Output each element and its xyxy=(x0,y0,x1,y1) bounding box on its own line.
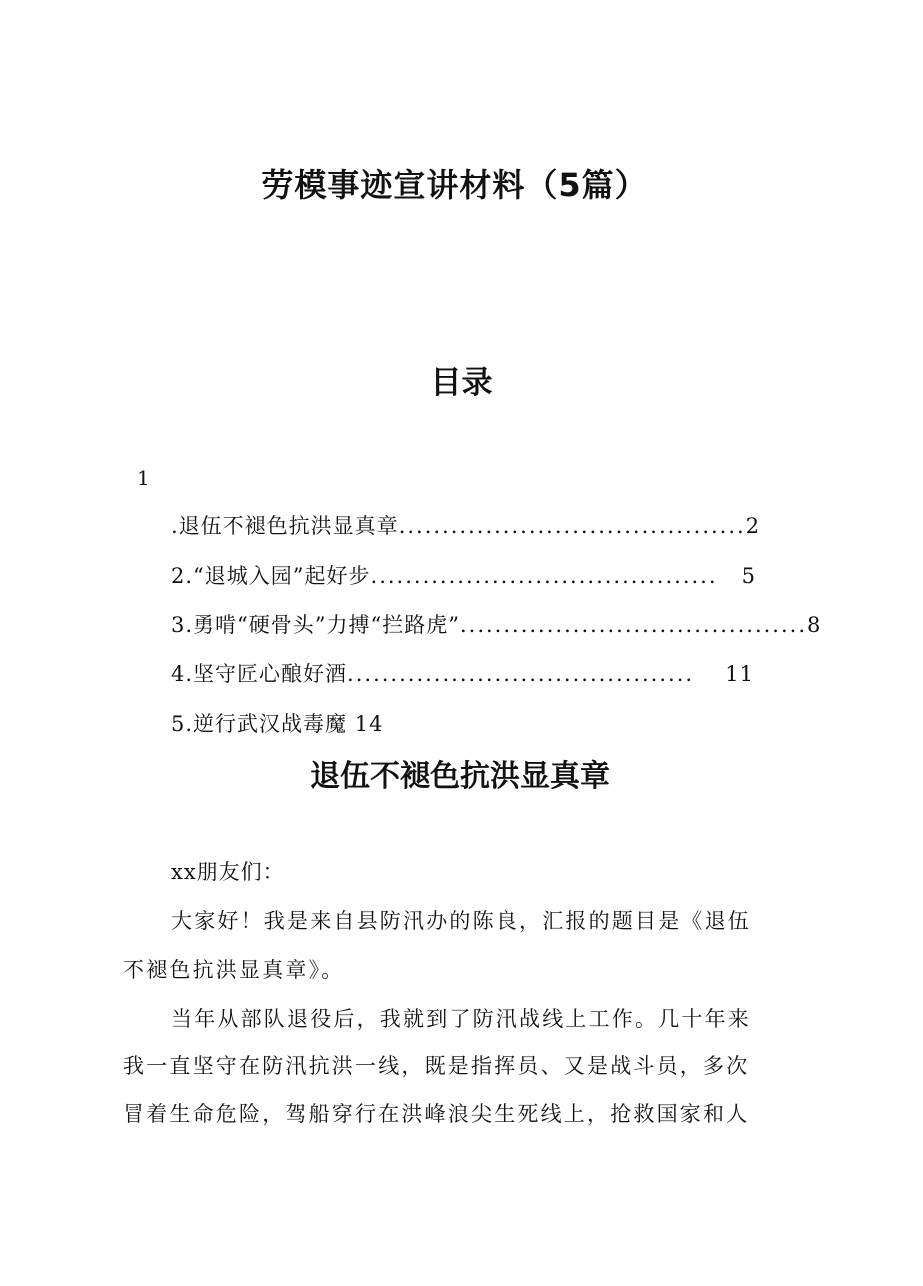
toc-entry-leader: ........................................ xyxy=(459,613,807,637)
toc-entry[interactable] xyxy=(171,609,822,639)
toc-entry-page: 11 xyxy=(725,662,754,686)
body-line: 冒着生命危险，驾船穿行在洪峰浪尖生死线上，抢救国家和人 xyxy=(123,1102,750,1126)
toc-number-line: 1 xyxy=(137,466,150,490)
document-title: 劳模事迹宣讲材料（5篇） xyxy=(261,166,648,204)
toc-entry-label: .退伍不褪色抗洪显真章 xyxy=(171,514,399,538)
toc-entry-last[interactable]: 5.逆行武汉战毒魔 14 xyxy=(171,712,384,736)
body-line: 我一直坚守在防汛抗洪一线，既是指挥员、又是战斗员，多次 xyxy=(123,1054,750,1078)
salutation: xx朋友们： xyxy=(171,860,285,884)
toc-entry-label: 2.“退城入园”起好步 xyxy=(171,564,371,588)
toc-entry-leader: ........................................ xyxy=(370,564,718,588)
section-title: 退伍不褪色抗洪显真章 xyxy=(310,759,610,794)
toc-entry-page: 5 xyxy=(741,564,756,588)
toc-entry-label: 4.坚守匠心酿好酒 xyxy=(171,662,348,686)
toc-entry[interactable] xyxy=(171,510,761,540)
toc-entry-page: 2 xyxy=(745,514,761,538)
body-line: 大家好！我是来自县防汛办的陈良，汇报的题目是《退伍 xyxy=(171,909,751,933)
toc-heading: 目录 xyxy=(430,365,493,401)
toc-entry-leader: ........................................ xyxy=(347,662,695,686)
toc-entry[interactable] xyxy=(171,658,754,688)
toc-entry-page: 8 xyxy=(807,613,822,637)
toc-entry-leader: ........................................ xyxy=(398,514,746,538)
body-line: 不褪色抗洪显真章》。 xyxy=(123,958,345,982)
toc-entry[interactable] xyxy=(171,560,756,590)
toc-entry-label: 3.勇啃“硬骨头”力搏“拦路虎” xyxy=(171,613,460,637)
body-line: 当年从部队退役后，我就到了防汛战线上工作。几十年来 xyxy=(171,1007,751,1031)
